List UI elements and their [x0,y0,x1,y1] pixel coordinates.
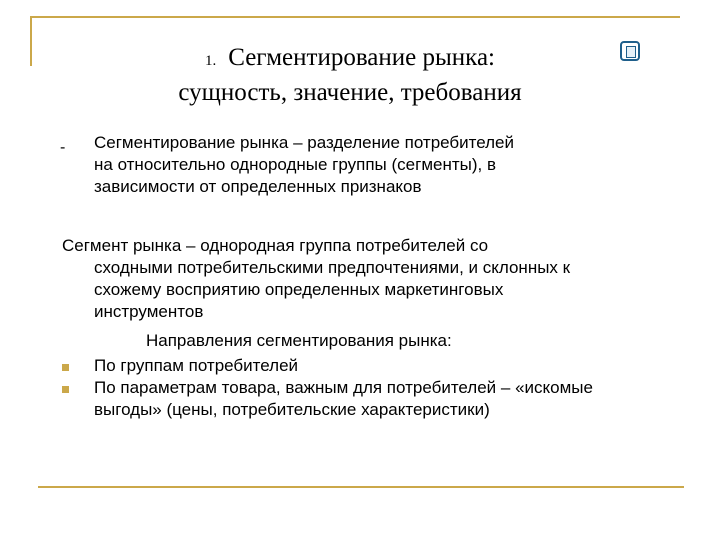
directions-text: сегментирования рынка: [251,331,452,350]
bullet-square-icon [62,364,69,371]
definition-segment-first: – однородная группа потребителей со [181,236,489,255]
slide-title [100,42,600,108]
frame-bottom-line [38,486,684,488]
slide-nav-icon[interactable] [620,41,640,61]
definition-segmentation-text: – разделение потребителей на относительно однородные группы (сегменты), в зависимости от определенных признаков [94,133,515,196]
bullet-square-icon [62,386,69,393]
definition-segmentation [94,132,534,198]
frame-top-line [30,16,680,18]
title-line-1 [100,42,600,77]
definition-segment-rest: сходными потребительскими предпочтениями, и склонных к схожему восприятию определенных маркетинговых инструментов [94,258,571,321]
definition-segment [62,235,582,323]
directions-term: Направления [146,331,252,350]
definition-segmentation-term: Сегментирование рынка [94,133,289,152]
dash-marker: - [60,139,66,156]
list-item: По группам потребителей [94,356,299,375]
title-line-2: сущность, значение, требования [178,79,522,106]
list-item: По параметрам товара, важным для потребителей – «искомые выгоды» (цены, потребительские характеристики) [94,378,593,419]
definition-segment-term: Сегмент рынка [62,236,182,255]
directions-heading [146,330,452,352]
document-icon [626,46,636,58]
title-text-1: Сегментирование рынка: [228,44,495,71]
title-number: 1. [204,53,217,69]
frame-left-line [30,16,32,66]
